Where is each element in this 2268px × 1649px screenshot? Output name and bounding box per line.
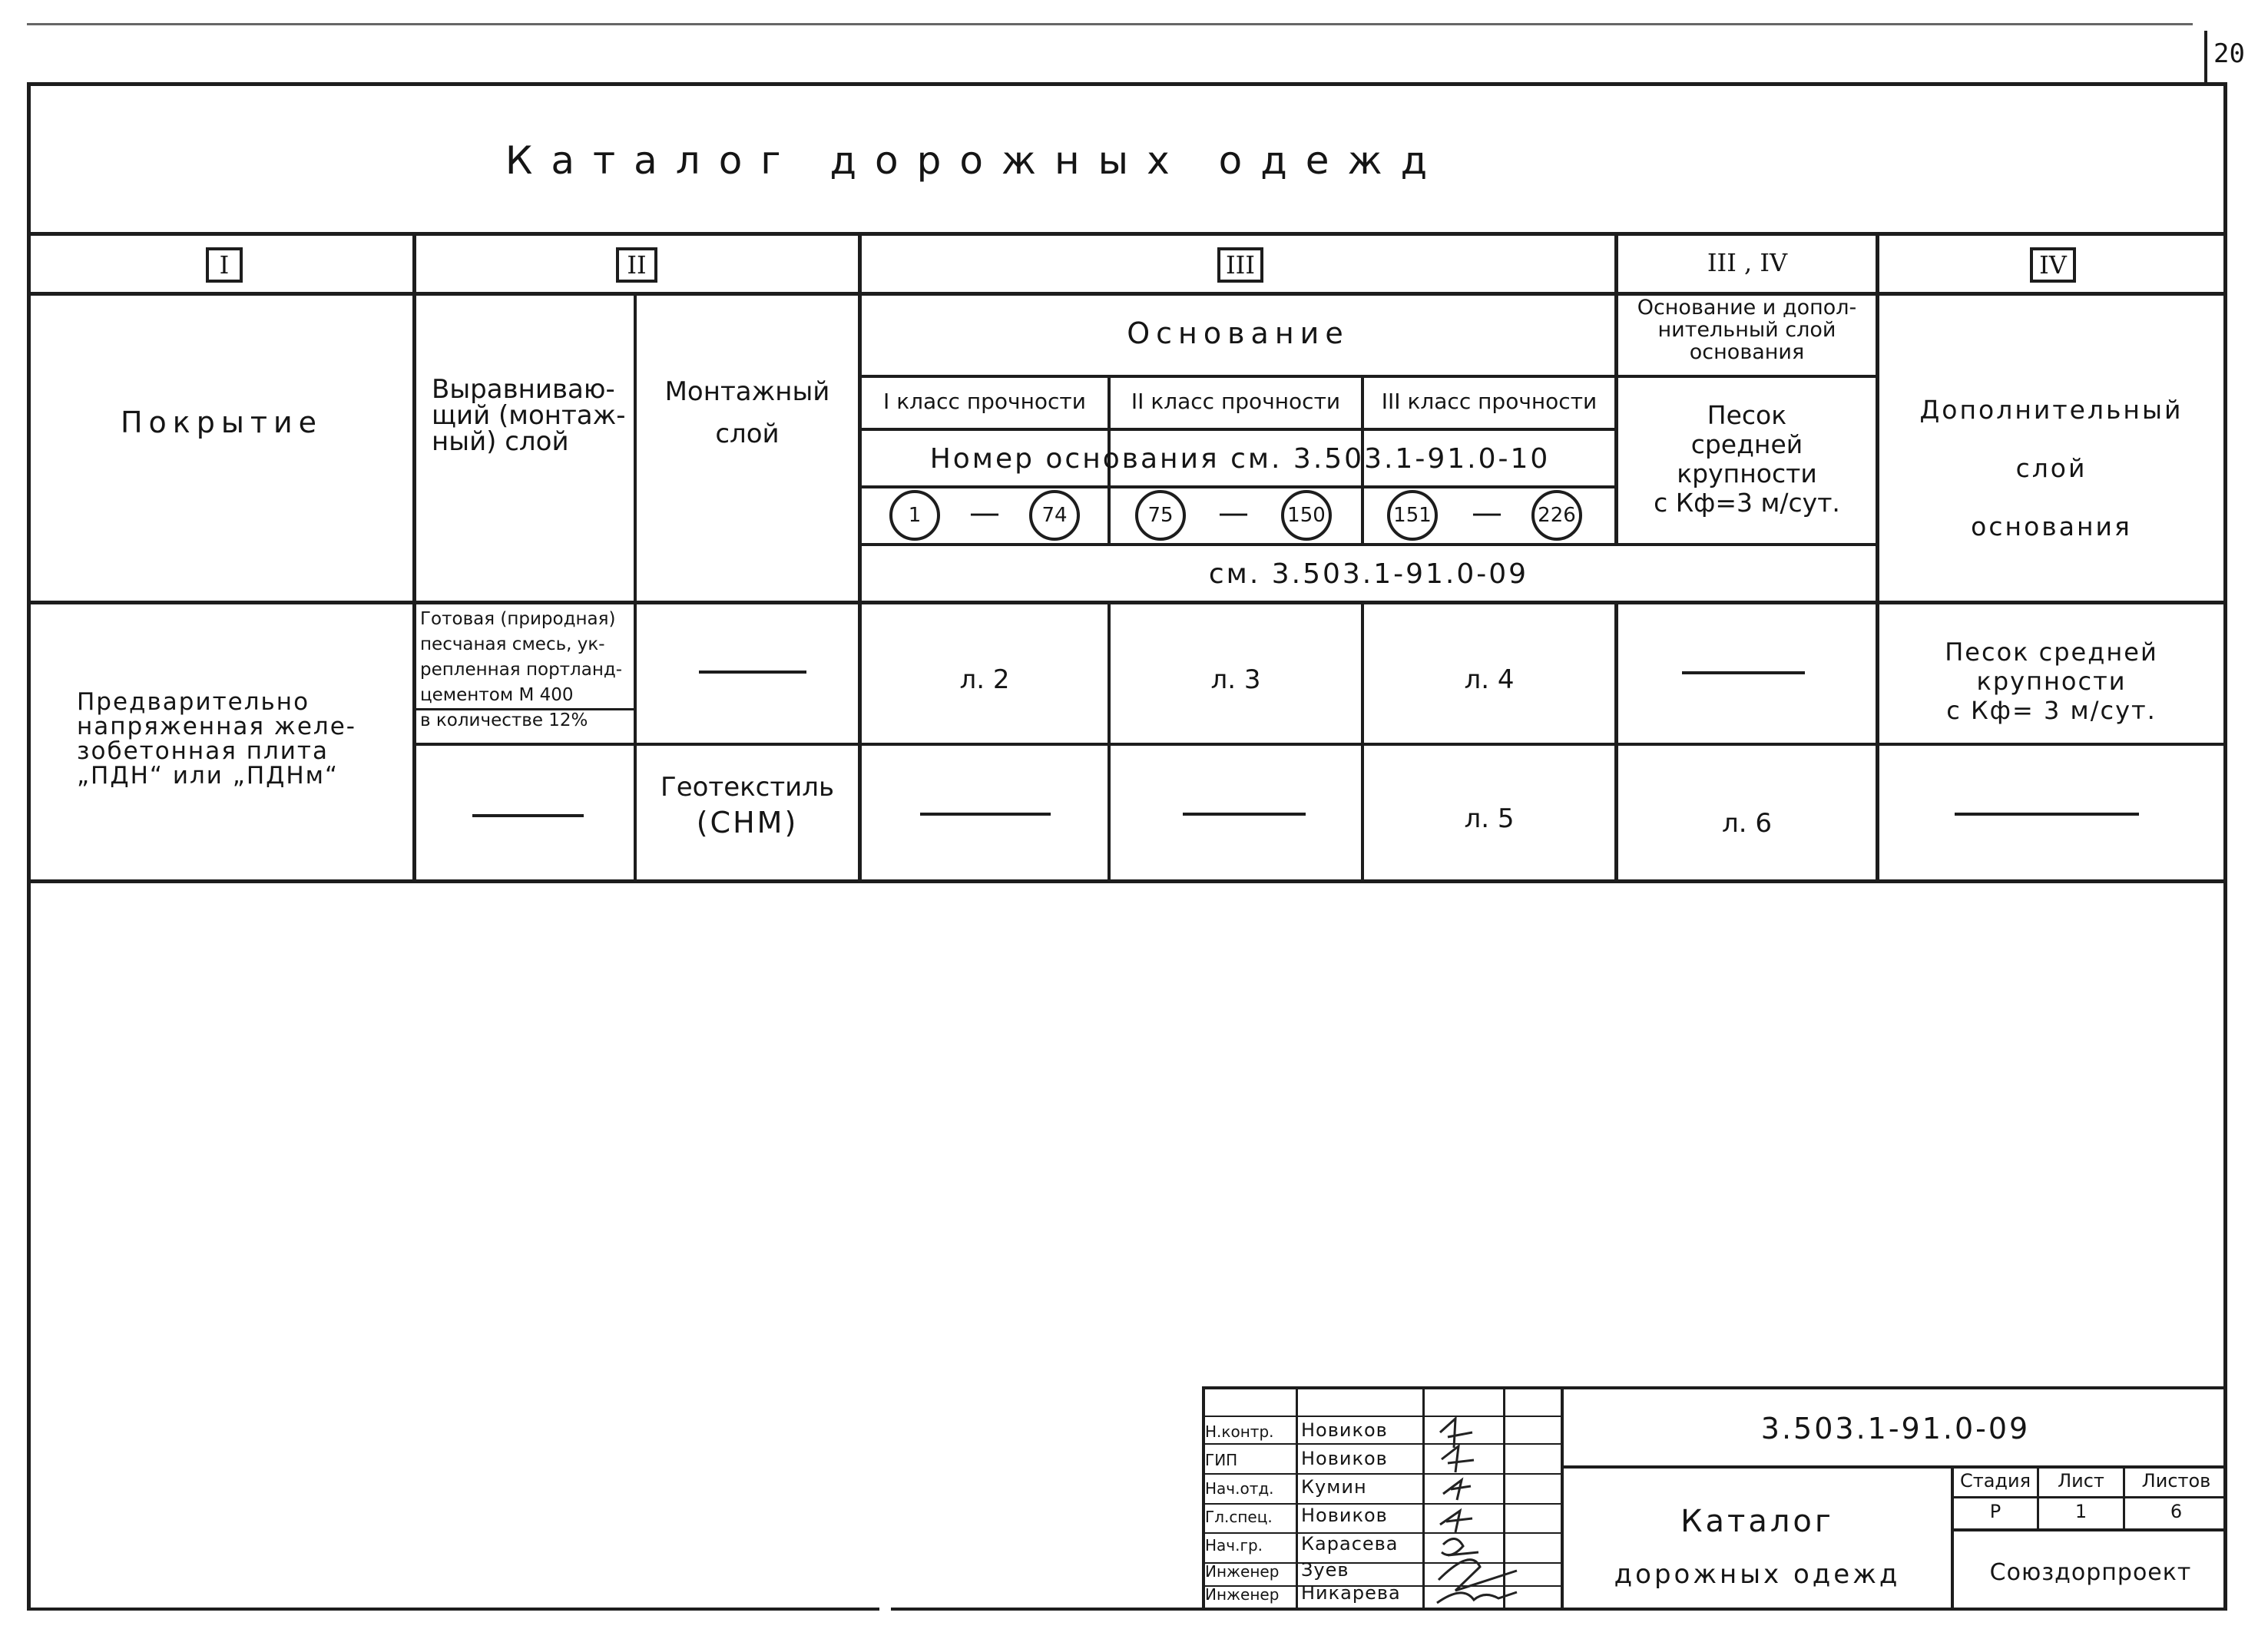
range-3-end: 226 (1531, 490, 1582, 541)
right-border (2223, 82, 2227, 1611)
stamp-value-stadiya: Р (1989, 1501, 2001, 1522)
header-osnovanie-dop: Основание и допол- нительный слой основания (1637, 296, 1857, 364)
page-number: 20 (2213, 38, 2245, 69)
cell-row2-montazh: Геотекстиль (СНМ) (660, 772, 835, 839)
stamp-roles: Н.контр. ГИП Нач.отд. Гл.спец. Нач.гр. Инженер Инженер (1205, 1422, 1280, 1604)
stamp-header-listov: Листов (2141, 1470, 2211, 1492)
cell-row1-klass2: л. 3 (1210, 664, 1261, 695)
range-2-dash: — (1218, 495, 1249, 531)
range-2-end: 150 (1281, 490, 1332, 541)
cell-row2-klass3: л. 5 (1464, 803, 1515, 834)
header-dop-sloy: Дополнительный слой основания (1919, 395, 2184, 541)
stamp-header-stadiya: Стадия (1959, 1470, 2031, 1492)
cell-row1-klass3: л. 4 (1464, 664, 1515, 695)
cell-pokrytie: Предварительно напряженная желе- зобетонная плита „ПДН“ или „ПДНм“ (77, 688, 356, 790)
header-pesok: Песок средней крупности с Кф=3 м/сут. (1654, 400, 1840, 518)
header-sm-reference: см. 3.503.1-91.0-09 (1208, 558, 1529, 590)
scan-top-edge (27, 23, 2193, 25)
range-1-dash: — (969, 495, 1000, 531)
stamp-value-list: 1 (2074, 1501, 2088, 1522)
header-osnovanie: Основание (1127, 316, 1349, 350)
header-nomer-osnovaniya: Номер основания см. 3.503.1-91.0-10 (929, 443, 1551, 475)
cell-row2-klass1-dash (920, 813, 1051, 816)
stamp-value-listov: 6 (2170, 1501, 2183, 1522)
stamp-names: Новиков Новиков Кумин Новиков Карасева Зуев Никарева (1301, 1419, 1401, 1604)
roman-header-3-4: III , IV (1707, 248, 1788, 277)
roman-header-1: I (206, 247, 243, 283)
cell-row2-osn-dop: л. 6 (1722, 808, 1772, 839)
range-1-end: 74 (1029, 490, 1080, 541)
bottom-border-right (891, 1608, 2227, 1611)
header-montazh: Монтажный слой (664, 376, 830, 449)
range-1-start: 1 (889, 490, 940, 541)
cell-row2-klass2-dash (1183, 813, 1306, 816)
top-border (27, 82, 2227, 86)
left-border (27, 82, 31, 1611)
cell-row2-dop-dash (1955, 813, 2139, 816)
header-klass-2: II класс прочности (1131, 389, 1341, 414)
cell-row1-klass1: л. 2 (959, 664, 1010, 695)
roman-header-4: IV (2030, 247, 2076, 283)
stamp-title-1: Каталог (1680, 1504, 1834, 1539)
range-3-dash: — (1472, 495, 1502, 531)
stamp-header-list: Лист (2058, 1470, 2104, 1492)
stamp-title-2: дорожных одежд (1614, 1559, 1901, 1590)
cell-row1-dop: Песок средней крупности с Кф= 3 м/сут. (1945, 637, 2158, 725)
stamp-code: 3.503.1-91.0-09 (1760, 1412, 2031, 1445)
header-klass-1: I класс прочности (883, 389, 1086, 414)
cell-row1-montazh-dash (699, 671, 806, 674)
roman-header-3: III (1217, 247, 1263, 283)
cell-row1-vyravn: Готовая (природная) песчаная смесь, ук- репленная портланд- цементом М 400 в количестве 12% (420, 609, 623, 730)
header-klass-3: III класс прочности (1381, 389, 1598, 414)
stamp-organization: Союздорпроект (1989, 1559, 2192, 1586)
roman-header-2: II (616, 247, 657, 283)
page-title: Каталог дорожных одежд (505, 138, 1446, 183)
header-vyravn: Выравниваю- щий (монтаж- ный) слой (432, 374, 626, 457)
cell-row2-vyravn-dash (472, 814, 584, 817)
range-3-start: 151 (1387, 490, 1438, 541)
bottom-border (27, 1608, 879, 1611)
header-pokrytie: Покрытие (120, 406, 323, 439)
range-2-start: 75 (1135, 490, 1186, 541)
cell-row1-osn-dop-dash (1682, 671, 1805, 674)
signatures (1425, 1409, 1532, 1609)
